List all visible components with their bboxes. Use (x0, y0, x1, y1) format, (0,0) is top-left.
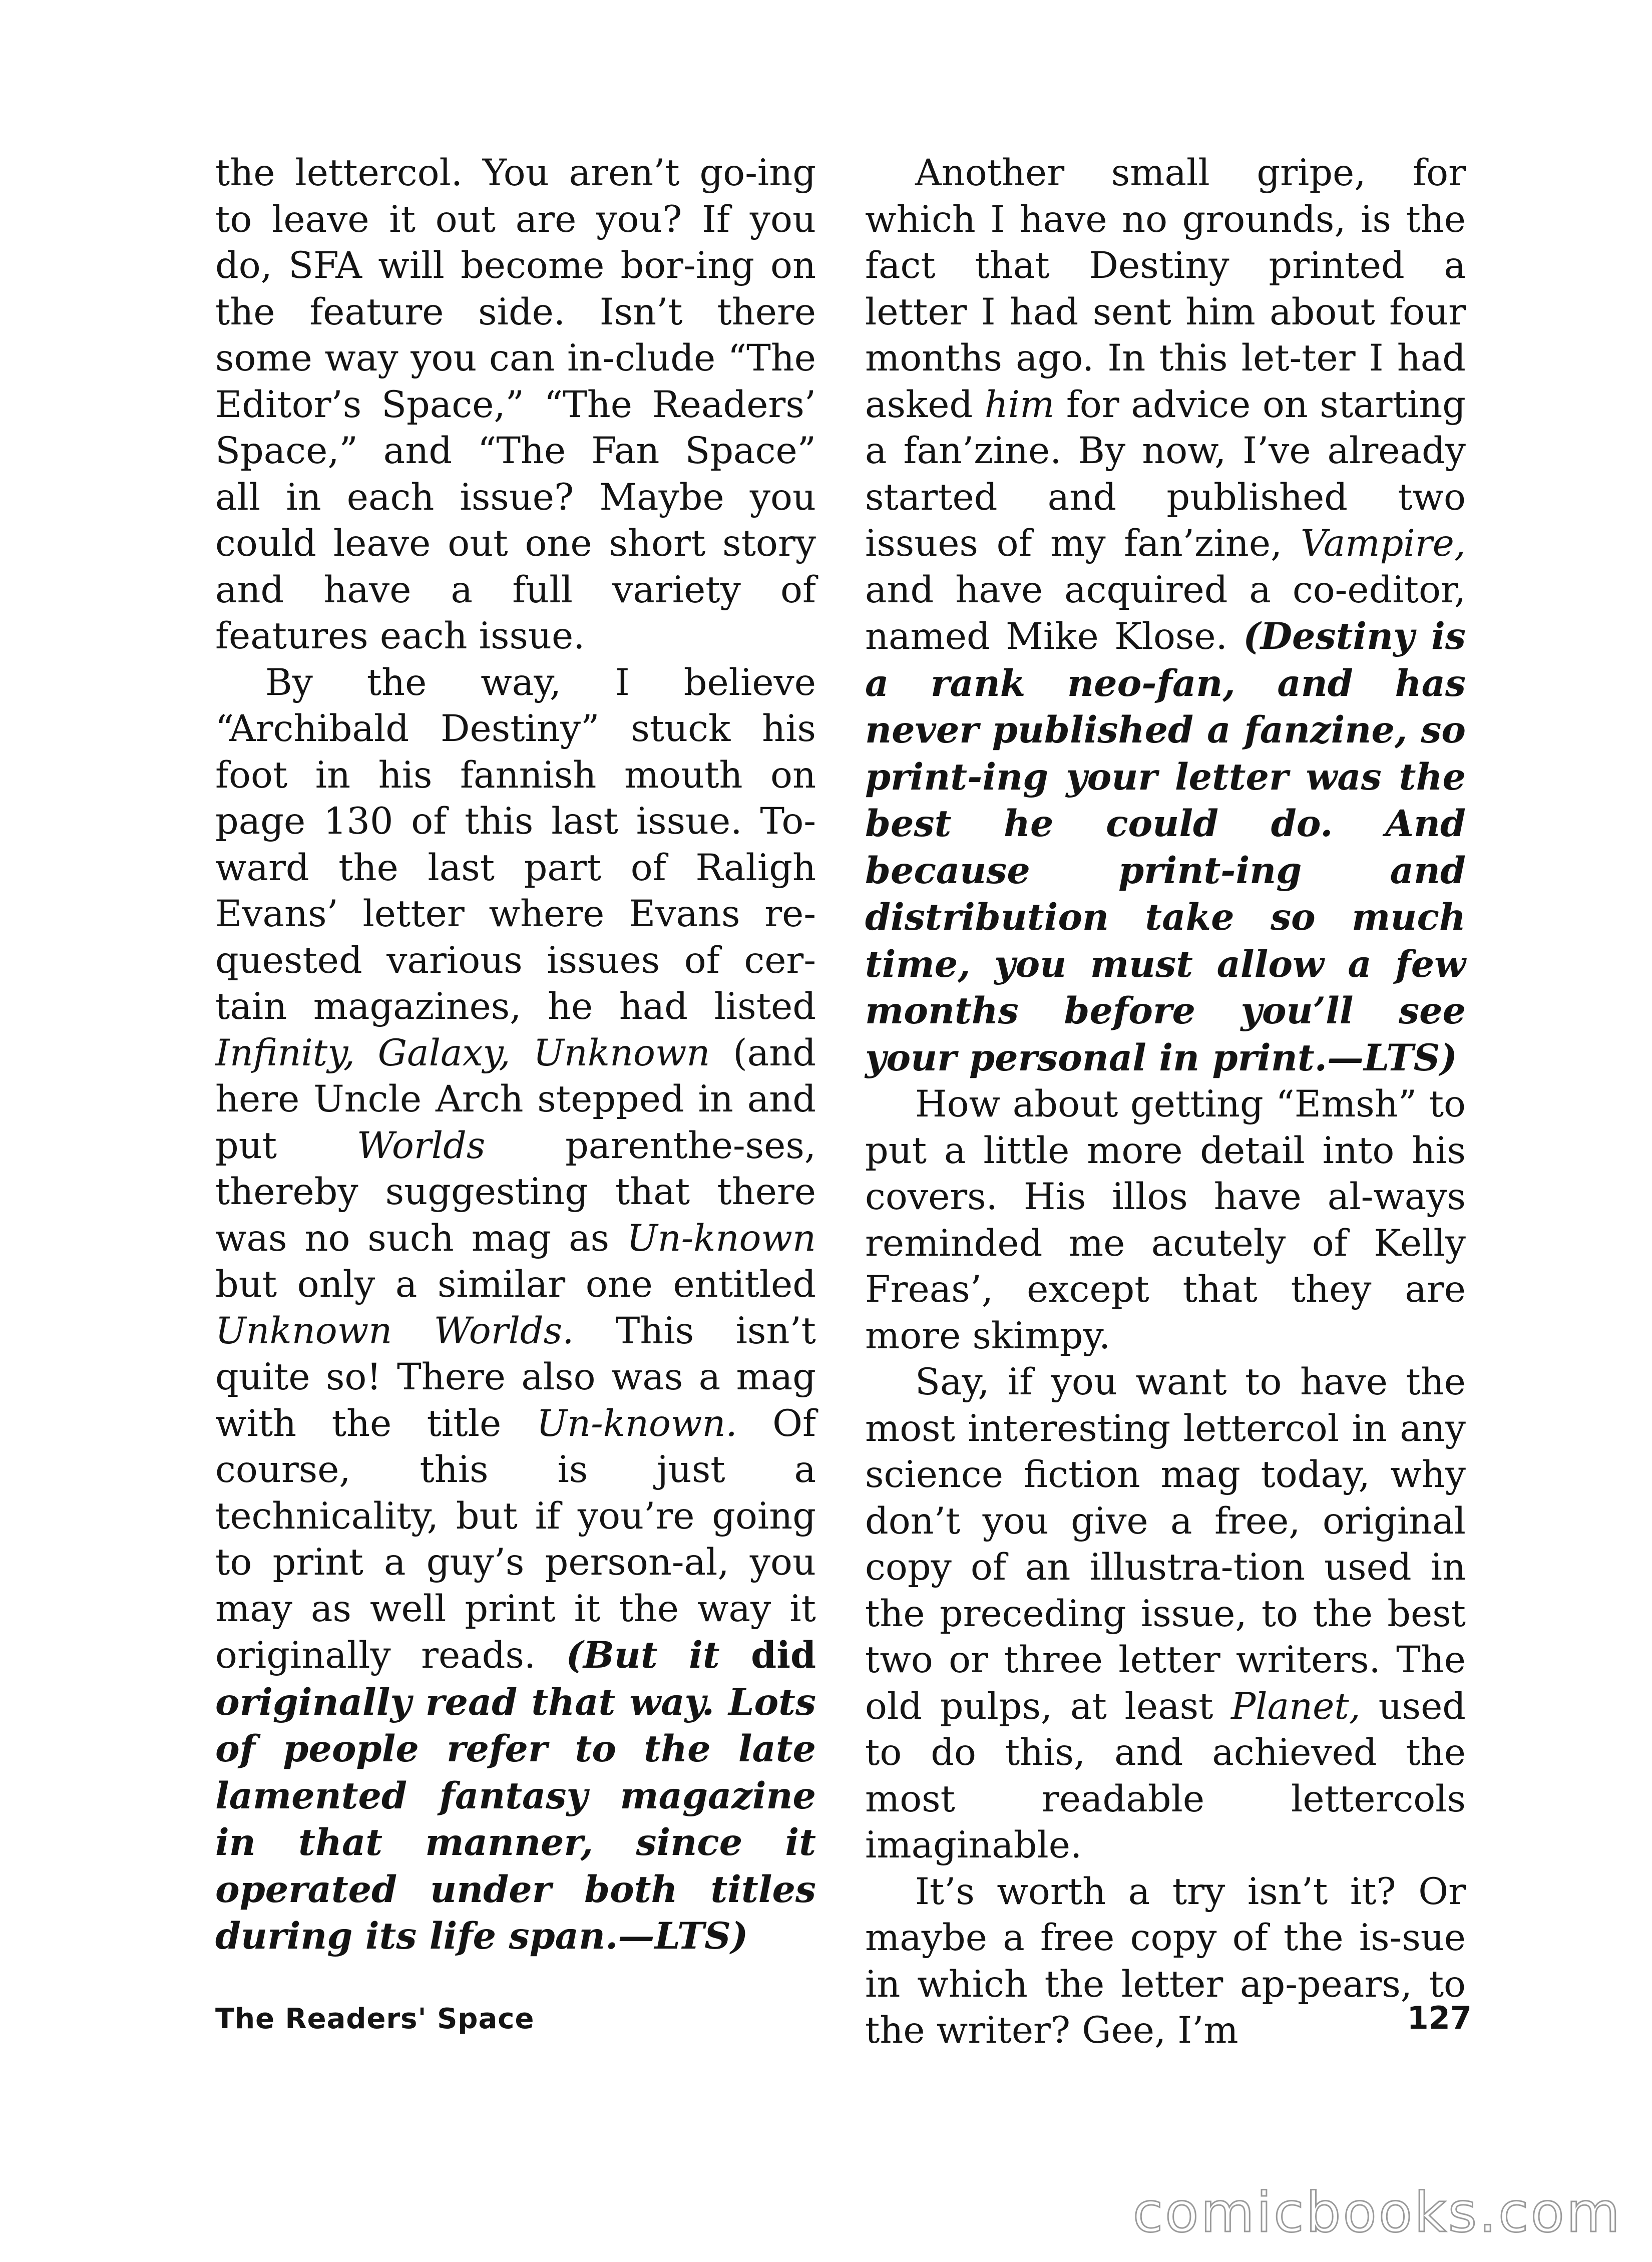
magazine-title: Planet, (1231, 1685, 1361, 1728)
editor-reply: (But it did originally read that way. Lots of people refer to the late lamented fantasy magazine in that manner, since it operated under both titles during its life span.—LTS) (215, 1634, 816, 1958)
paragraph: It’s worth a try isn’t it? Or maybe a free copy of the is-sue in which the letter ap-pears, to the writer? Gee, I’m (865, 1870, 1466, 2052)
paragraph: How about getting “Emsh” to put a little more detail into his covers. His illos have al-ways reminded me acutely of Kelly Freas’, except that they are more skimpy. (865, 1083, 1466, 1357)
magazine-title: Worlds (356, 1124, 486, 1167)
section-footer-title: The Readers' Space (215, 2003, 535, 2035)
magazine-title: Unknown Worlds. (215, 1309, 574, 1352)
magazine-title: Un-known. (536, 1402, 737, 1445)
watermark: comicbooks.com (1132, 2180, 1622, 2244)
paragraph: Say, if you want to have the most interesting lettercol in any science fiction mag today, why don’t you give a free, original copy of an illustra-tion used in the preceding issue, to the best two or three letter writers. The old pulps, at least Planet, used to do this, and achieved the most readable lettercols imaginable. (865, 1361, 1466, 1866)
right-column (865, 150, 1466, 2054)
paragraph: Another small gripe, for which I have no grounds, is the fact that Destiny printed a letter I had sent him about four months ago. In this let-ter I had asked him for advice on starting a fan’zine. By now, I’ve already started and published two issues of my fan’zine, Vampire, and have acquired a co-editor, named Mike Klose. (Destiny is a rank neo-fan, and has never published a fanzine, so print-ing your letter was the best he could do. And because print-ing and distribution take so much time, you must allow a few months before you’ll see your personal in print.—LTS) (865, 152, 1466, 1079)
editor-reply: (Destiny is a rank neo-fan, and has never published a fanzine, so print-ing your letter was the best he could do. And because print-ing and distribution take so much time, you must allow a few months before you’ll see your personal in print.—LTS) (865, 615, 1466, 1079)
paragraph: By the way, I believe “Archibald Destiny” stuck his foot in his fannish mouth on page 130 of this last issue. To-ward the last part of Raligh Evans’ letter where Evans re-quested various issues of cer-tain magazines, he had listed Infinity, Galaxy, Unknown (and here Uncle Arch stepped in and put Worlds parenthe-ses, thereby suggesting that there was no such mag as Un-known but only a similar one entitled Unknown Worlds. This isn’t quite so! There also was a mag with the title Un-known. Of course, this is just a technicality, but if you’re going to print a guy’s person-al, you may as well print it the way it originally reads. (But it did originally read that way. Lots of people refer to the late lamented fantasy magazine in that manner, since it operated under both titles during its life span.—LTS) (215, 661, 816, 1958)
magazine-title: Un-known (627, 1217, 816, 1260)
fanzine-title: Vampire, (1300, 522, 1466, 565)
paragraph: the lettercol. You aren’t go-ing to leave it out are you? If you do, SFA will become bor-ing on the feature side. Isn’t there some way you can in-clude “The Editor’s Space,” “The Readers’ Space,” and “The Fan Space” all in each issue? Maybe you could leave out one short story and have a full variety of features each issue. (215, 152, 816, 657)
left-column (215, 150, 816, 1960)
page-number: 127 (1407, 2000, 1472, 2036)
magazine-title: Infinity, Galaxy, Unknown (215, 1031, 710, 1074)
